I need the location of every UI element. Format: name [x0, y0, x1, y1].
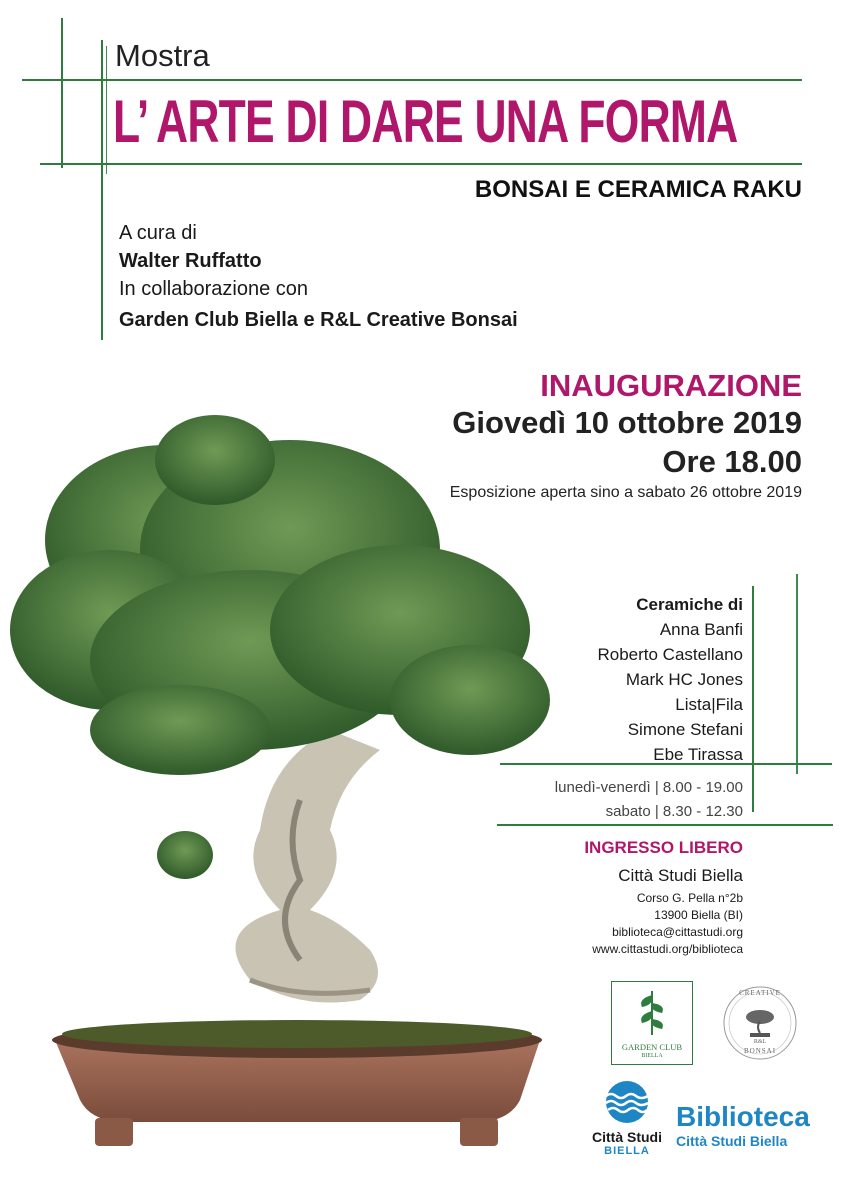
ceramics-block — [597, 592, 743, 767]
citta-studi-name: Città Studi — [592, 1129, 662, 1145]
opening-label: INAUGURAZIONE — [540, 368, 802, 403]
frame-line-inner-vertical-2 — [106, 46, 107, 174]
credits-block — [119, 219, 518, 334]
frame-line-title-horizontal — [40, 163, 802, 165]
venue-name: Città Studi Biella — [618, 866, 743, 885]
ceramics-heading: Ceramiche di — [636, 595, 743, 614]
plant-icon — [632, 985, 672, 1037]
creative-bottom-text: BONSAI — [743, 1047, 777, 1055]
biblioteca-subtitle: Città Studi Biella — [676, 1133, 788, 1149]
kicker-text: Mostra — [115, 38, 210, 73]
right-line-vertical — [752, 586, 754, 812]
venue-city: 13900 Biella (BI) — [654, 908, 743, 922]
artist-item: Mark HC Jones — [625, 670, 743, 689]
venue-email[interactable]: biblioteca@cittastudi.org — [612, 925, 743, 939]
artist-item: Roberto Castellano — [597, 645, 743, 664]
artist-item: Anna Banfi — [659, 620, 743, 639]
frame-line-inner-vertical — [101, 40, 103, 340]
hours-saturday: sabato | 8.30 - 12.30 — [605, 803, 743, 820]
artist-item: Ebe Tirassa — [653, 745, 743, 764]
bonsai-illustration — [0, 400, 570, 1180]
creative-bonsai-logo — [722, 985, 798, 1061]
garden-club-text: GARDEN CLUB — [621, 1042, 683, 1052]
venue-block — [584, 836, 743, 958]
citta-studi-city: BIELLA — [604, 1145, 650, 1157]
frame-line-top-horizontal — [22, 79, 802, 81]
collaborators: Garden Club Biella e R&L Creative Bonsai — [119, 309, 518, 331]
venue-website[interactable]: www.cittastudi.org/biblioteca — [592, 942, 743, 956]
biblioteca-title: Biblioteca — [676, 1101, 810, 1132]
page-title: L’ ARTE DI DARE UNA FORMA — [113, 88, 738, 155]
opening-date: Giovedì 10 ottobre 2019 — [452, 405, 802, 440]
hours-weekdays: lunedì-venerdì | 8.00 - 19.00 — [554, 779, 743, 796]
title-wrap — [113, 88, 842, 155]
frame-line-left-vertical — [61, 18, 63, 168]
venue-street: Corso G. Pella n°2b — [636, 891, 743, 905]
entry-label: INGRESSO LIBERO — [584, 838, 743, 857]
opening-time: Ore 18.00 — [662, 444, 802, 479]
artist-item: Simone Stefani — [627, 720, 743, 739]
bonsai-pot — [52, 1020, 542, 1146]
biblioteca-logo — [676, 1102, 810, 1150]
garden-club-logo — [611, 981, 693, 1065]
curator-name: Walter Ruffatto — [119, 250, 262, 272]
citta-studi-logo — [586, 1080, 668, 1158]
page-subtitle: BONSAI E CERAMICA RAKU — [474, 176, 802, 203]
collab-label: In collaborazione con — [119, 278, 309, 300]
right-line-horizontal-low — [497, 824, 833, 826]
artist-item: Lista|Fila — [675, 695, 743, 714]
waves-icon — [603, 1080, 651, 1124]
opening-note: Esposizione aperta sino a sabato 26 ottobre 2019 — [449, 484, 802, 501]
creative-mid-text: R&L — [753, 1039, 767, 1045]
hours-block — [555, 776, 743, 824]
bonsai-trunk — [235, 730, 380, 1003]
curated-label: A cura di — [119, 222, 197, 244]
creative-top-text: CREATIVE — [739, 989, 781, 997]
right-line-vertical-outer — [796, 574, 798, 774]
garden-club-city: BIELLA — [641, 1053, 663, 1059]
